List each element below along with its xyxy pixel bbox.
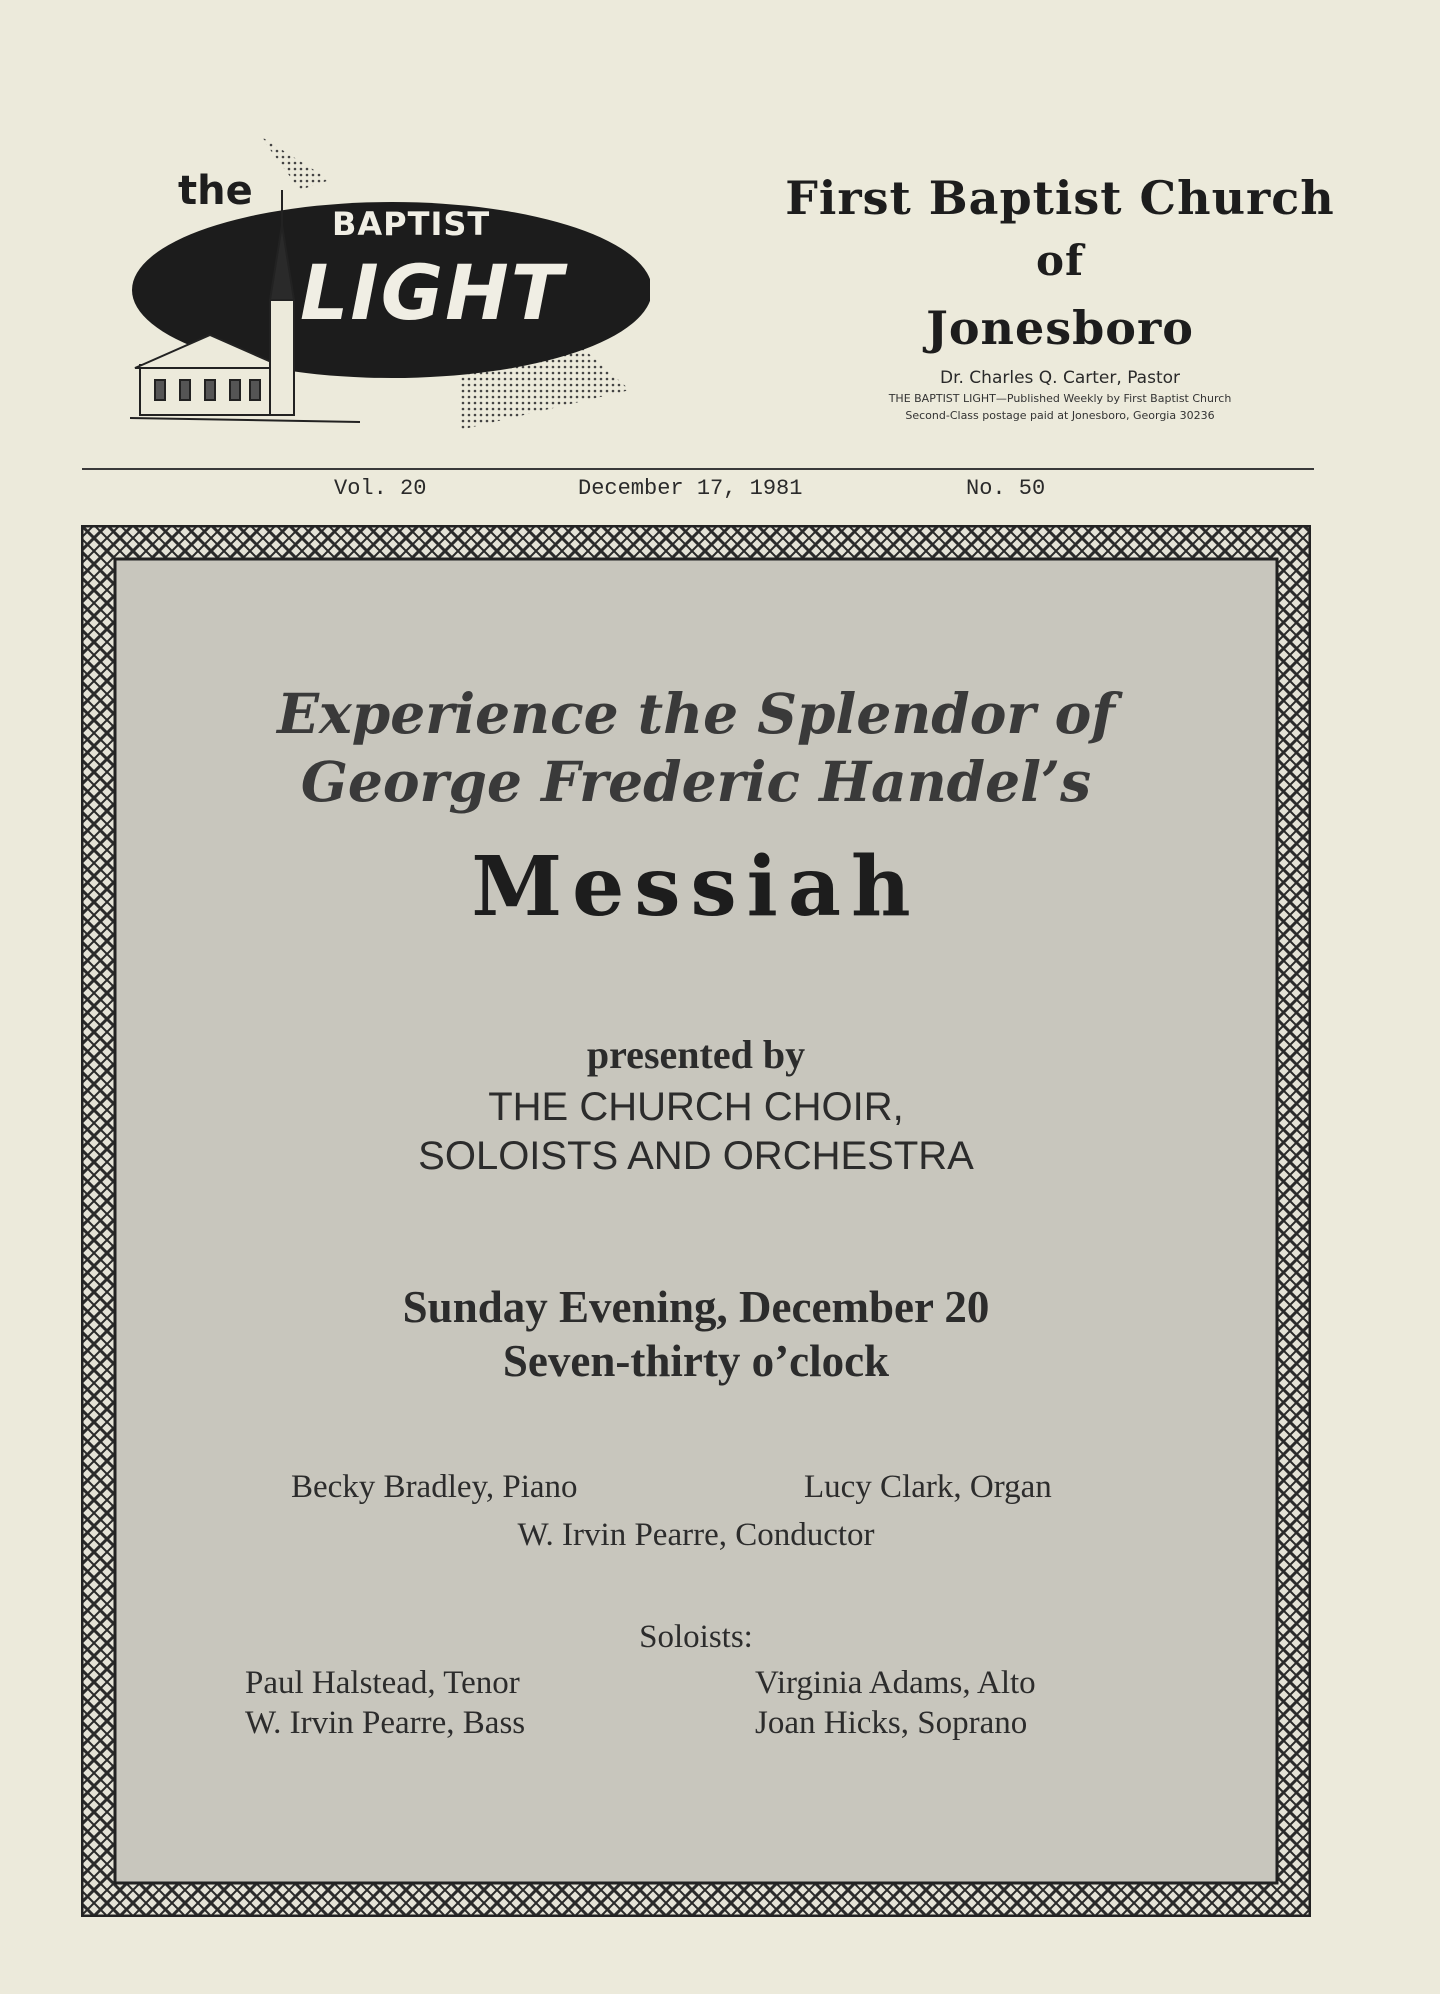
issue-volume: Vol. 20 [334, 476, 427, 501]
logo-light-text: LIGHT [300, 248, 565, 337]
presented-by: presented by [586, 1032, 806, 1077]
messiah-concert-flyer [81, 525, 1311, 1917]
organist-credit: Lucy Clark, Organ [804, 1469, 1052, 1505]
issue-date: December 17, 1981 [578, 476, 803, 501]
church-name-block [780, 170, 1340, 422]
issue-number: No. 50 [966, 476, 1046, 501]
publication-line: THE BAPTIST LIGHT—Published Weekly by First Baptist Church [888, 392, 1232, 405]
flyer-content [117, 561, 1275, 1881]
church-name: First Baptist Church [785, 171, 1335, 225]
performers-line-2: SOLOISTS AND ORCHESTRA [418, 1134, 974, 1178]
headline-line-2: George Frederic Handel’s [300, 749, 1092, 814]
logo-baptist-text: BAPTIST [332, 205, 491, 243]
pastor-line: Dr. Charles Q. Carter, Pastor [939, 368, 1181, 388]
headline-line-1: Experience the Splendor of [277, 681, 1115, 746]
postage-line: Second-Class postage paid at Jonesboro, Georgia 30236 [905, 409, 1215, 422]
event-time: Seven-thirty o’clock [502, 1336, 890, 1386]
soloist-tenor: Paul Halstead, Tenor [245, 1665, 520, 1701]
logo-the-text: the [178, 168, 253, 214]
conductor-credit: W. Irvin Pearre, Conductor [517, 1517, 875, 1553]
pianist-credit: Becky Bradley, Piano [291, 1469, 578, 1505]
work-title: Messiah [471, 839, 921, 935]
church-city: Jonesboro [926, 301, 1194, 355]
soloist-soprano: Joan Hicks, Soprano [755, 1705, 1028, 1741]
performers-line-1: THE CHURCH CHOIR, [488, 1085, 904, 1129]
light-ray-upper [260, 136, 330, 190]
soloists-heading: Soloists: [639, 1619, 753, 1655]
event-date: Sunday Evening, December 20 [402, 1282, 990, 1332]
soloist-alto: Virginia Adams, Alto [755, 1665, 1036, 1701]
church-name-of: of [1035, 236, 1085, 285]
soloist-bass: W. Irvin Pearre, Bass [245, 1705, 526, 1741]
masthead-divider [82, 468, 1314, 470]
